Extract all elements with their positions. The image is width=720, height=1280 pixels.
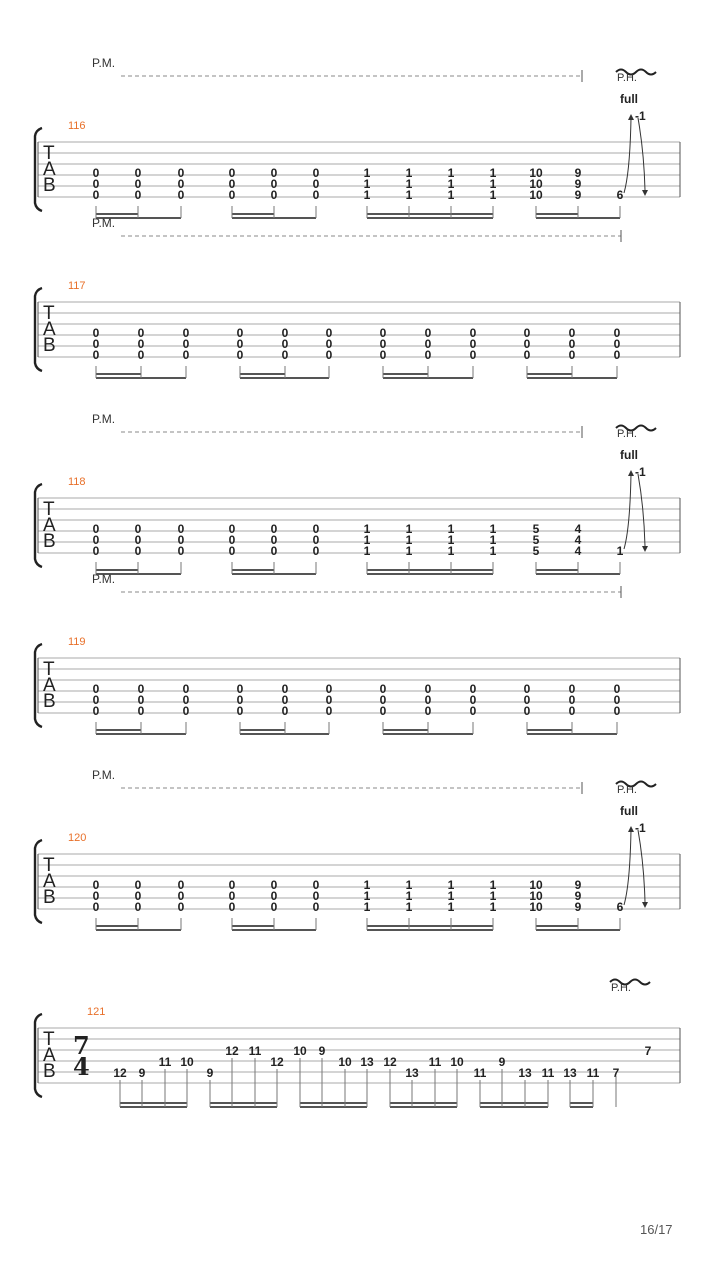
tab-note: 12 bbox=[270, 1055, 284, 1069]
time-signature-top: 7 bbox=[73, 1031, 90, 1060]
tab-note: 0 bbox=[177, 878, 185, 892]
tab-note: 0 bbox=[182, 326, 190, 340]
tab-note: 10 bbox=[529, 177, 543, 191]
tab-note: 0 bbox=[270, 166, 278, 180]
tab-note: 1 bbox=[447, 544, 455, 558]
tab-note: 0 bbox=[523, 682, 531, 696]
tab-note: 0 bbox=[270, 177, 278, 191]
tab-note: 0 bbox=[613, 326, 621, 340]
tab-note: 1 bbox=[363, 177, 371, 191]
tab-note: 0 bbox=[137, 337, 145, 351]
tab-note: 0 bbox=[92, 900, 100, 914]
tab-note: 10 bbox=[529, 188, 543, 202]
tab-note: 0 bbox=[325, 326, 333, 340]
tab-note: 0 bbox=[325, 348, 333, 362]
tab-note: 1 bbox=[447, 166, 455, 180]
tab-clef-b: B bbox=[43, 1061, 56, 1082]
tab-note: 1 bbox=[489, 544, 497, 558]
release-curve bbox=[638, 830, 645, 902]
measure-number: 121 bbox=[87, 1006, 106, 1018]
measure-number: 117 bbox=[68, 280, 86, 292]
tab-note: 0 bbox=[228, 533, 236, 547]
tab-note: 0 bbox=[137, 693, 145, 707]
time-signature-bottom: 4 bbox=[73, 1052, 90, 1081]
tab-note: 0 bbox=[568, 704, 576, 718]
bend-full-label: full bbox=[620, 448, 638, 462]
tab-note: 5 bbox=[532, 522, 540, 536]
tab-clef-a: A bbox=[43, 159, 56, 180]
release-curve bbox=[638, 118, 645, 190]
tab-note: 1 bbox=[405, 889, 413, 903]
tab-note: 0 bbox=[92, 177, 100, 191]
tab-note: 10 bbox=[293, 1044, 307, 1058]
tab-note: 1 bbox=[405, 522, 413, 536]
tab-clef-b: B bbox=[43, 691, 56, 712]
tab-note: 1 bbox=[363, 889, 371, 903]
measure-number: 116 bbox=[68, 120, 86, 132]
tab-note: 4 bbox=[574, 544, 582, 558]
bend-arrowhead bbox=[628, 470, 634, 476]
tab-note: 0 bbox=[270, 533, 278, 547]
tab-note: 12 bbox=[113, 1066, 127, 1080]
tab-note: 1 bbox=[489, 522, 497, 536]
tab-clef-b: B bbox=[43, 887, 56, 908]
tab-note: 0 bbox=[312, 533, 320, 547]
tab-note: 1 bbox=[447, 878, 455, 892]
tab-note: 0 bbox=[523, 348, 531, 362]
tab-note: 0 bbox=[270, 188, 278, 202]
tab-note: 0 bbox=[325, 704, 333, 718]
measure-number: 120 bbox=[68, 832, 87, 844]
tab-note: 0 bbox=[134, 522, 142, 536]
tab-clef-t: T bbox=[43, 143, 55, 164]
palm-mute-label: P.M. bbox=[92, 412, 116, 426]
tab-note: 9 bbox=[574, 188, 582, 202]
tab-note: 0 bbox=[312, 544, 320, 558]
tab-note: 0 bbox=[92, 166, 100, 180]
tab-note: 1 bbox=[447, 533, 455, 547]
measure-number: 119 bbox=[68, 636, 86, 648]
tab-note: 11 bbox=[473, 1066, 487, 1080]
tab-note: 0 bbox=[137, 326, 145, 340]
tab-note: 0 bbox=[312, 878, 320, 892]
tab-clef-t: T bbox=[43, 855, 55, 876]
tab-note: 0 bbox=[134, 188, 142, 202]
tab-note: 13 bbox=[563, 1066, 577, 1080]
bend-up-curve bbox=[624, 118, 631, 193]
tab-clef-a: A bbox=[43, 1045, 56, 1066]
tab-note: 0 bbox=[137, 682, 145, 696]
tab-clef-a: A bbox=[43, 675, 56, 696]
tab-note: 1 bbox=[616, 544, 624, 558]
tab-note: 9 bbox=[574, 878, 582, 892]
pinch-harmonic-label: P.H. bbox=[617, 72, 637, 84]
tab-note: 1 bbox=[447, 522, 455, 536]
tab-note: 0 bbox=[92, 704, 100, 718]
release-arrowhead bbox=[642, 902, 648, 908]
bend-full-label: full bbox=[620, 92, 638, 106]
tab-note: 0 bbox=[177, 166, 185, 180]
tab-note: 1 bbox=[405, 900, 413, 914]
tab-note: 12 bbox=[383, 1055, 397, 1069]
tab-note: 0 bbox=[134, 889, 142, 903]
tab-note: 5 bbox=[532, 533, 540, 547]
tab-note: 0 bbox=[92, 326, 100, 340]
tab-note: 10 bbox=[529, 889, 543, 903]
measure-number: 118 bbox=[68, 476, 86, 488]
tab-note: 0 bbox=[228, 900, 236, 914]
bend-release-label: -1 bbox=[635, 821, 646, 835]
bend-full-label: full bbox=[620, 804, 638, 818]
tab-note: 0 bbox=[281, 326, 289, 340]
tab-note: 0 bbox=[568, 348, 576, 362]
tab-note: 0 bbox=[312, 166, 320, 180]
palm-mute-label: P.M. bbox=[92, 572, 116, 586]
tab-note: 0 bbox=[92, 337, 100, 351]
tab-note: 9 bbox=[574, 177, 582, 191]
tab-note: 6 bbox=[616, 900, 624, 914]
tab-note: 0 bbox=[92, 889, 100, 903]
tab-note: 1 bbox=[405, 533, 413, 547]
tab-note: 0 bbox=[137, 704, 145, 718]
tab-note: 0 bbox=[613, 704, 621, 718]
tab-note: 1 bbox=[363, 533, 371, 547]
pinch-harmonic-label: P.H. bbox=[611, 982, 631, 994]
tab-note: 1 bbox=[363, 878, 371, 892]
tab-note: 13 bbox=[360, 1055, 374, 1069]
tab-note: 0 bbox=[134, 533, 142, 547]
tab-note: 1 bbox=[363, 522, 371, 536]
tab-note: 9 bbox=[498, 1055, 506, 1069]
tab-note: 0 bbox=[281, 337, 289, 351]
tab-note: 5 bbox=[532, 544, 540, 558]
tab-note: 0 bbox=[325, 693, 333, 707]
tab-note: 0 bbox=[236, 326, 244, 340]
tab-note: 0 bbox=[424, 326, 432, 340]
tab-note: 9 bbox=[574, 900, 582, 914]
tab-note: 13 bbox=[405, 1066, 419, 1080]
tab-note: 1 bbox=[489, 166, 497, 180]
tab-note: 1 bbox=[447, 188, 455, 202]
tab-note: 1 bbox=[489, 878, 497, 892]
bend-release-label: -1 bbox=[635, 109, 646, 123]
tab-note: 0 bbox=[523, 693, 531, 707]
tab-note: 0 bbox=[134, 878, 142, 892]
tab-note: 0 bbox=[228, 177, 236, 191]
tab-note: 0 bbox=[523, 326, 531, 340]
tab-note: 0 bbox=[236, 337, 244, 351]
tab-note: 1 bbox=[489, 188, 497, 202]
tab-note: 0 bbox=[379, 348, 387, 362]
tab-note: 0 bbox=[270, 878, 278, 892]
tab-note: 0 bbox=[177, 900, 185, 914]
tab-note: 0 bbox=[228, 878, 236, 892]
palm-mute-label: P.M. bbox=[92, 768, 116, 782]
tab-note: 0 bbox=[134, 544, 142, 558]
tab-clef-t: T bbox=[43, 659, 55, 680]
tab-clef-a: A bbox=[43, 319, 56, 340]
tab-note: 0 bbox=[177, 544, 185, 558]
tab-note: 0 bbox=[424, 693, 432, 707]
tab-note: 0 bbox=[270, 900, 278, 914]
tab-note: 9 bbox=[206, 1066, 214, 1080]
tab-note: 0 bbox=[177, 522, 185, 536]
tab-note: 10 bbox=[338, 1055, 352, 1069]
tab-note: 1 bbox=[363, 188, 371, 202]
tab-note: 0 bbox=[523, 337, 531, 351]
tab-note: 0 bbox=[469, 682, 477, 696]
tab-note: 0 bbox=[312, 889, 320, 903]
tab-note: 0 bbox=[228, 522, 236, 536]
bend-arrowhead bbox=[628, 114, 634, 120]
tab-note: 0 bbox=[92, 522, 100, 536]
palm-mute-label: P.M. bbox=[92, 56, 116, 70]
tab-note: 0 bbox=[469, 693, 477, 707]
tab-note: 1 bbox=[405, 544, 413, 558]
tab-note: 0 bbox=[312, 188, 320, 202]
tab-note: 0 bbox=[92, 693, 100, 707]
tab-note: 0 bbox=[270, 522, 278, 536]
tab-note: 0 bbox=[379, 337, 387, 351]
tab-note: 0 bbox=[312, 177, 320, 191]
tab-note: 10 bbox=[529, 900, 543, 914]
tab-note: 10 bbox=[529, 878, 543, 892]
tab-note: 0 bbox=[134, 166, 142, 180]
tab-note: 10 bbox=[529, 166, 543, 180]
tab-note: 0 bbox=[134, 177, 142, 191]
tab-note: 0 bbox=[281, 693, 289, 707]
bend-arrowhead bbox=[628, 826, 634, 832]
tab-note: 11 bbox=[541, 1066, 555, 1080]
tab-note: 9 bbox=[574, 889, 582, 903]
palm-mute-label: P.M. bbox=[92, 216, 116, 230]
tab-note: 4 bbox=[574, 522, 582, 536]
pinch-harmonic-label: P.H. bbox=[617, 428, 637, 440]
tab-note: 0 bbox=[182, 693, 190, 707]
tab-clef-b: B bbox=[43, 531, 56, 552]
tab-note: 0 bbox=[228, 166, 236, 180]
tab-note: 0 bbox=[182, 682, 190, 696]
tab-note: 4 bbox=[574, 533, 582, 547]
tab-note: 0 bbox=[469, 337, 477, 351]
tab-note: 1 bbox=[489, 533, 497, 547]
tab-note: 10 bbox=[180, 1055, 194, 1069]
release-arrowhead bbox=[642, 546, 648, 552]
tab-note: 1 bbox=[447, 177, 455, 191]
tab-note: 0 bbox=[568, 693, 576, 707]
tab-note: 0 bbox=[92, 544, 100, 558]
tab-note: 0 bbox=[568, 326, 576, 340]
tab-note: 0 bbox=[236, 704, 244, 718]
tab-note: 0 bbox=[281, 704, 289, 718]
tab-note: 0 bbox=[182, 337, 190, 351]
tab-clef-b: B bbox=[43, 335, 56, 356]
tab-note: 11 bbox=[586, 1066, 600, 1080]
tab-note: 10 bbox=[450, 1055, 464, 1069]
tab-note: 0 bbox=[137, 348, 145, 362]
tab-note: 1 bbox=[363, 544, 371, 558]
tab-note: 11 bbox=[158, 1055, 172, 1069]
tab-note: 0 bbox=[613, 682, 621, 696]
tab-clef-a: A bbox=[43, 871, 56, 892]
tab-note: 0 bbox=[236, 348, 244, 362]
tab-note: 0 bbox=[379, 693, 387, 707]
tab-note: 0 bbox=[92, 878, 100, 892]
tab-note: 1 bbox=[405, 878, 413, 892]
bend-up-curve bbox=[624, 474, 631, 549]
tab-note: 0 bbox=[613, 348, 621, 362]
tab-note: 0 bbox=[424, 337, 432, 351]
tab-note: 0 bbox=[177, 533, 185, 547]
tab-note: 13 bbox=[518, 1066, 532, 1080]
tab-note: 0 bbox=[270, 544, 278, 558]
tab-note: 0 bbox=[177, 177, 185, 191]
tab-note: 1 bbox=[363, 900, 371, 914]
tab-note: 7 bbox=[644, 1044, 652, 1058]
tab-clef-t: T bbox=[43, 303, 55, 324]
tab-note: 1 bbox=[489, 900, 497, 914]
release-arrowhead bbox=[642, 190, 648, 196]
tab-note: 1 bbox=[363, 166, 371, 180]
tab-note: 0 bbox=[469, 348, 477, 362]
tab-note: 11 bbox=[428, 1055, 442, 1069]
tab-note: 0 bbox=[424, 348, 432, 362]
tab-note: 0 bbox=[379, 704, 387, 718]
tab-clef-b: B bbox=[43, 175, 56, 196]
tab-note: 0 bbox=[177, 889, 185, 903]
tab-note: 0 bbox=[424, 704, 432, 718]
tab-note: 12 bbox=[225, 1044, 239, 1058]
tab-note: 0 bbox=[469, 704, 477, 718]
tab-note: 0 bbox=[182, 704, 190, 718]
tab-note: 0 bbox=[568, 337, 576, 351]
tab-note: 6 bbox=[616, 188, 624, 202]
bend-up-curve bbox=[624, 830, 631, 905]
tab-note: 1 bbox=[489, 177, 497, 191]
tab-note: 1 bbox=[405, 166, 413, 180]
tab-note: 0 bbox=[312, 522, 320, 536]
tab-note: 0 bbox=[228, 188, 236, 202]
tab-note: 0 bbox=[228, 889, 236, 903]
tab-note: 9 bbox=[574, 166, 582, 180]
tab-note: 0 bbox=[177, 188, 185, 202]
tab-note: 0 bbox=[92, 533, 100, 547]
tab-note: 0 bbox=[228, 544, 236, 558]
tab-note: 0 bbox=[134, 900, 142, 914]
tab-note: 1 bbox=[447, 889, 455, 903]
tab-note: 0 bbox=[469, 326, 477, 340]
tab-note: 11 bbox=[248, 1044, 262, 1058]
tab-note: 1 bbox=[447, 900, 455, 914]
tab-note: 0 bbox=[92, 188, 100, 202]
tab-note: 0 bbox=[523, 704, 531, 718]
pinch-harmonic-label: P.H. bbox=[617, 784, 637, 796]
tab-clef-t: T bbox=[43, 1029, 55, 1050]
tab-note: 0 bbox=[325, 337, 333, 351]
tab-clef-t: T bbox=[43, 499, 55, 520]
tab-note: 0 bbox=[325, 682, 333, 696]
tab-note: 9 bbox=[318, 1044, 326, 1058]
tab-note: 1 bbox=[405, 177, 413, 191]
tab-note: 0 bbox=[236, 693, 244, 707]
tab-note: 0 bbox=[281, 682, 289, 696]
tab-note: 0 bbox=[236, 682, 244, 696]
tab-note: 0 bbox=[312, 900, 320, 914]
tab-note: 1 bbox=[489, 889, 497, 903]
tab-clef-a: A bbox=[43, 515, 56, 536]
tab-note: 1 bbox=[405, 188, 413, 202]
tab-note: 9 bbox=[138, 1066, 146, 1080]
tab-note: 0 bbox=[281, 348, 289, 362]
bend-release-label: -1 bbox=[635, 465, 646, 479]
tab-note: 0 bbox=[92, 682, 100, 696]
tab-note: 0 bbox=[92, 348, 100, 362]
page-number: 16/17 bbox=[640, 1222, 673, 1237]
tab-note: 0 bbox=[424, 682, 432, 696]
tab-note: 0 bbox=[182, 348, 190, 362]
tab-note: 0 bbox=[379, 682, 387, 696]
tab-note: 7 bbox=[612, 1066, 620, 1080]
release-curve bbox=[638, 474, 645, 546]
tab-note: 0 bbox=[613, 337, 621, 351]
tab-note: 0 bbox=[613, 693, 621, 707]
tab-note: 0 bbox=[568, 682, 576, 696]
tab-note: 0 bbox=[379, 326, 387, 340]
tab-note: 0 bbox=[270, 889, 278, 903]
